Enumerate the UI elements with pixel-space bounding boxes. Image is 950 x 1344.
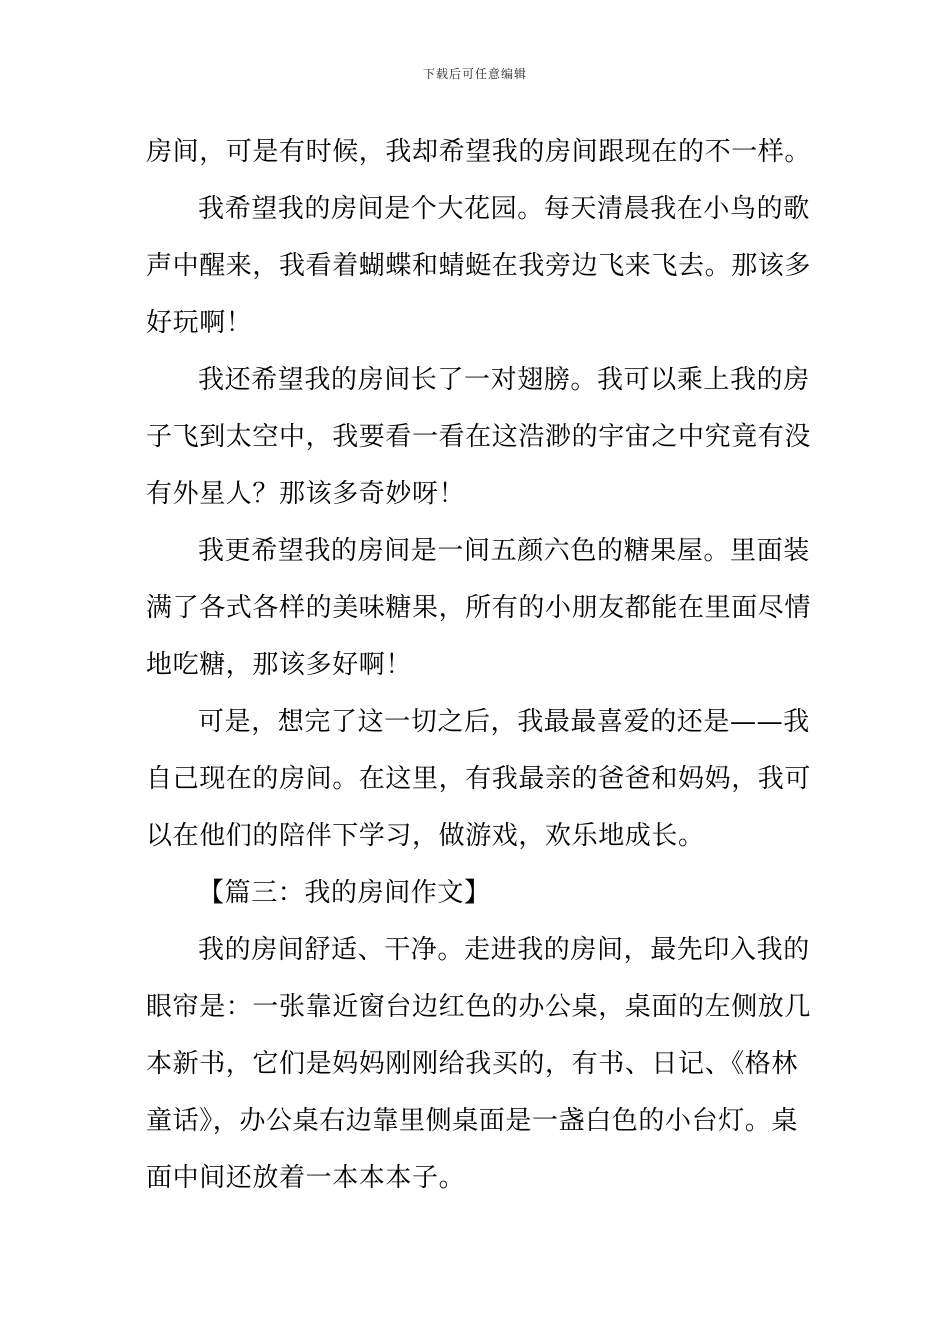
text-line: 声中醒来，我看着蝴蝶和蜻蜓在我旁边飞来飞去。那该多 — [146, 251, 812, 281]
text-line: 我更希望我的房间是一间五颜六色的糖果屋。里面装 — [198, 536, 810, 566]
text-line: 地吃糖，那该多好啊！ — [146, 650, 413, 680]
text-line: 子飞到太空中，我要看一看在这浩渺的宇宙之中究竟有没 — [146, 422, 812, 452]
paragraph — [146, 181, 812, 352]
text-line: 可是，想完了这一切之后，我最最喜爱的还是——我 — [198, 707, 810, 737]
text-line: 自己现在的房间。在这里，有我最亲的爸爸和妈妈，我可 — [146, 764, 812, 794]
text-line: 眼帘是：一张靠近窗台边红色的办公桌，桌面的左侧放几 — [146, 992, 812, 1022]
page-header: 下载后可任意编辑 — [422, 67, 527, 81]
text-line: 以在他们的陪伴下学习，做游戏，欢乐地成长。 — [146, 821, 705, 851]
paragraph — [146, 124, 812, 181]
section-heading — [146, 865, 806, 922]
text-line: 有外星人？那该多奇妙呀！ — [146, 479, 466, 509]
paragraph — [146, 523, 812, 694]
text-line: 童话》，办公桌右边靠里侧桌面是一盏白色的小台灯。桌 — [146, 1106, 799, 1136]
text-line: 满了各式各样的美味糖果，所有的小朋友都能在里面尽情 — [146, 593, 812, 623]
text-line: 我的房间舒适、干净。走进我的房间，最先印入我的 — [198, 935, 810, 965]
text-line: 房间，可是有时候，我却希望我的房间跟现在的不一样。 — [146, 137, 812, 167]
text-line: 本新书，它们是妈妈刚刚给我买的，有书、日记、《格林 — [146, 1049, 799, 1079]
text-line: 面中间还放着一本本本子。 — [146, 1163, 466, 1193]
text-line: 我希望我的房间是个大花园。每天清晨我在小鸟的歌 — [198, 194, 810, 224]
text-line: 好玩啊！ — [146, 308, 253, 338]
document-body — [146, 124, 812, 1207]
paragraph — [146, 922, 812, 1207]
paragraph — [146, 352, 812, 523]
section-heading-text: 【篇三：我的房间作文】 — [198, 878, 491, 908]
text-line: 我还希望我的房间长了一对翅膀。我可以乘上我的房 — [198, 365, 810, 395]
paragraph — [146, 694, 812, 865]
